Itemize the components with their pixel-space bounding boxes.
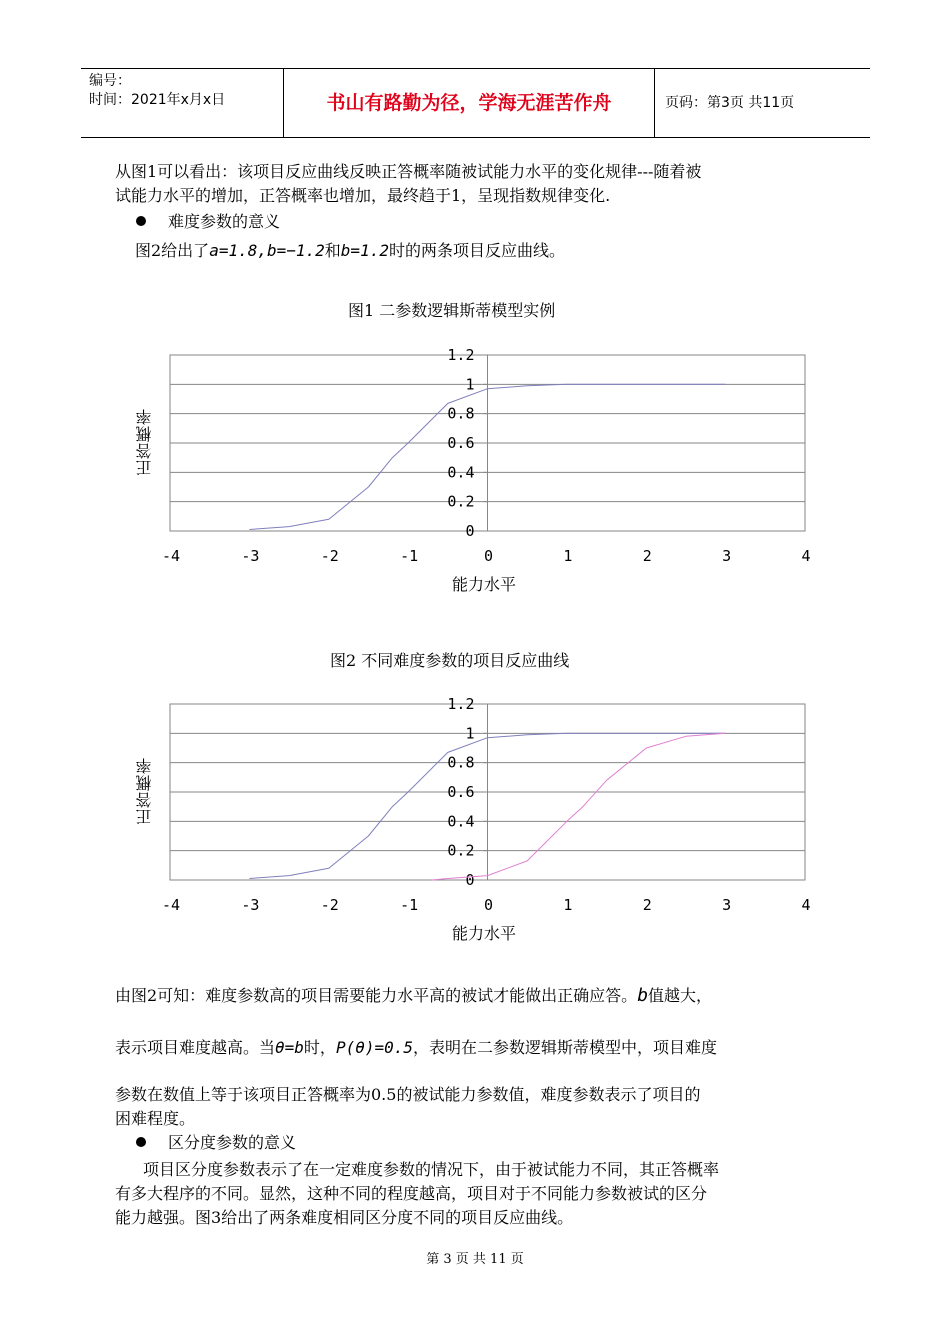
text: 由图2可知：难度参数高的项目需要能力水平高的被试才能做出正确应答。 xyxy=(115,986,638,1005)
paragraph-line: 困难程度。 xyxy=(115,1109,196,1128)
chart2-ylabel: 正答概率 xyxy=(135,757,154,825)
y-tick-label: 1 xyxy=(465,724,475,743)
x-tick-label: 0 xyxy=(483,896,494,914)
paragraph-line: 试能力水平的增加，正答概率也增加，最终趋于1，呈现指数规律变化. xyxy=(115,186,611,205)
y-tick-label: 1 xyxy=(465,375,475,394)
header-number: 编号： xyxy=(89,73,131,89)
paragraph-line: 项目区分度参数表示了在一定难度参数的情况下，由于被试能力不同，其正答概率 xyxy=(143,1160,720,1179)
chart1-xlabel: 能力水平 xyxy=(452,575,517,594)
series-line xyxy=(432,733,726,880)
y-tick-label: 0.2 xyxy=(447,492,475,511)
paragraph-3-line2 xyxy=(115,1036,835,1060)
paragraph-line: 从图1可以看出：该项目反应曲线反映正答概率随被试能力水平的变化规律---随着被 xyxy=(115,162,702,181)
header-page-info: 页码：第3页 共11页 xyxy=(665,95,795,111)
text: 和 xyxy=(324,241,341,260)
paragraph-line: 能力越强。图3给出了两条难度相同区分度不同的项目反应曲线。 xyxy=(115,1208,574,1227)
x-tick-label: 1 xyxy=(563,547,573,565)
x-tick-label: 3 xyxy=(722,896,732,914)
math-a: a=1.8,b=−1.2 xyxy=(209,241,325,260)
x-tick-label: -4 xyxy=(161,547,181,565)
x-tick-label: 4 xyxy=(801,896,811,914)
text: 表示项目难度越高。当 xyxy=(115,1038,276,1057)
paragraph-3-line1 xyxy=(115,984,835,1008)
header-meta xyxy=(81,69,284,137)
bullet-text: 难度参数的意义 xyxy=(168,212,281,231)
chart1 xyxy=(150,340,830,572)
x-tick-label: 3 xyxy=(722,547,732,565)
text: 时的两条项目反应曲线。 xyxy=(388,241,565,260)
math-p: P(θ)=0.5 xyxy=(335,1038,413,1057)
header-date: 时间：2021年x月x日 xyxy=(89,92,226,108)
chart2 xyxy=(150,689,830,921)
x-tick-label: -3 xyxy=(241,547,260,565)
paragraph-2 xyxy=(135,239,855,263)
y-tick-label: 1.2 xyxy=(447,346,475,364)
page-footer: 第 3 页 共 11 页 xyxy=(426,1252,524,1267)
chart2-title: 图2 不同难度参数的项目反应曲线 xyxy=(330,651,570,670)
y-tick-label: 0.2 xyxy=(447,841,475,860)
text: 值越大， xyxy=(648,986,713,1005)
text: 图2给出了 xyxy=(135,241,210,260)
text: ，表明在二参数逻辑斯蒂模型中，项目难度 xyxy=(413,1038,718,1057)
y-tick-label: 0 xyxy=(465,522,475,540)
bullet-icon xyxy=(136,1137,146,1147)
paragraph-1 xyxy=(115,160,835,208)
y-tick-label: 0.6 xyxy=(447,783,475,801)
y-tick-label: 0.8 xyxy=(447,753,475,772)
y-tick-label: 0.4 xyxy=(447,463,475,482)
bullet-icon xyxy=(136,216,146,226)
bullet-discrimination xyxy=(136,1131,296,1155)
math-theta: θ=b xyxy=(275,1038,304,1057)
x-tick-label: 1 xyxy=(563,896,573,914)
header-motto: 书山有路勤为径，学海无涯苦作舟 xyxy=(284,69,655,137)
math-b: b=1.2 xyxy=(340,241,389,260)
paragraph-line: 参数在数值上等于该项目正答概率为0.5的被试能力参数值，难度参数表示了项目的 xyxy=(115,1085,701,1104)
y-tick-label: 1.2 xyxy=(447,695,475,713)
text: 时， xyxy=(303,1038,336,1057)
chart1-ylabel: 正答概率 xyxy=(135,408,154,476)
page-header xyxy=(81,68,870,138)
x-tick-label: -3 xyxy=(241,896,260,914)
paragraph-3-rest xyxy=(115,1083,835,1131)
x-tick-label: -2 xyxy=(320,896,339,914)
x-tick-label: 0 xyxy=(483,547,494,565)
x-tick-label: -4 xyxy=(161,896,181,914)
chart1-title: 图1 二参数逻辑斯蒂模型实例 xyxy=(348,301,556,320)
chart2-xlabel: 能力水平 xyxy=(452,924,517,943)
x-tick-label: -1 xyxy=(400,547,419,565)
y-tick-label: 0.4 xyxy=(447,812,475,831)
y-tick-label: 0 xyxy=(465,871,475,889)
y-tick-label: 0.8 xyxy=(447,404,475,423)
x-tick-label: 2 xyxy=(642,896,652,914)
x-tick-label: -1 xyxy=(400,896,419,914)
x-tick-label: 4 xyxy=(801,547,811,565)
paragraph-line: 有多大程序的不同。显然，这种不同的程度越高，项目对于不同能力参数被试的区分 xyxy=(115,1184,708,1203)
bullet-text: 区分度参数的意义 xyxy=(168,1133,297,1152)
math-b-symbol: b xyxy=(637,985,649,1006)
bullet-difficulty xyxy=(136,210,280,234)
y-tick-label: 0.6 xyxy=(447,434,475,452)
x-tick-label: 2 xyxy=(642,547,652,565)
x-tick-label: -2 xyxy=(320,547,339,565)
paragraph-4 xyxy=(115,1158,835,1230)
